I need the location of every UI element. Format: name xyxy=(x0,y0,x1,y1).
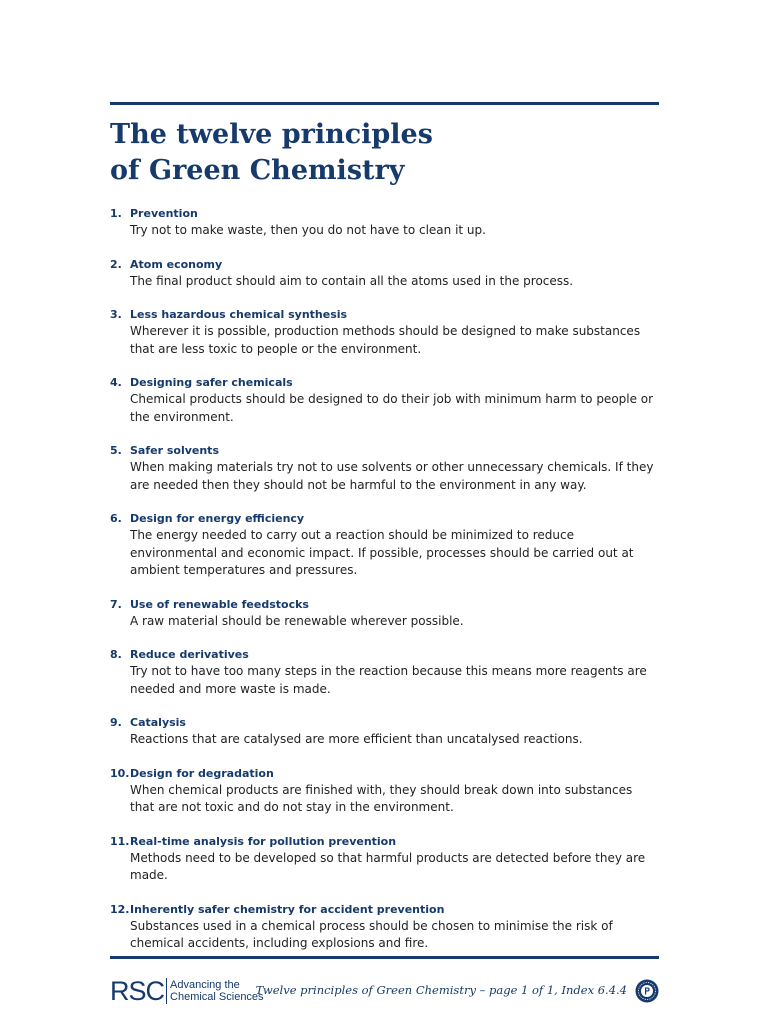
principle-description: Try not to make waste, then you do not have to clean it up. xyxy=(130,223,486,237)
rsc-logo-text: RSC xyxy=(110,976,165,1006)
principle-number: 1. xyxy=(110,207,122,220)
principle-number: 6. xyxy=(110,512,122,525)
principle-heading: Prevention xyxy=(130,207,198,220)
principle-description: Wherever it is possible, production methods should be designed to make substances that are less toxic to people or the environment. xyxy=(130,324,641,356)
principle-heading: Inherently safer chemistry for accident prevention xyxy=(130,902,445,916)
principle-description: The energy needed to carry out a reaction should be minimized to reduce environmental and economic impact. If possible, processes should be carried out at ambient temperatures and pressures. xyxy=(130,528,634,577)
principle-description: Substances used in a chemical process should be chosen to minimise the risk of chemical accidents, including explosions and fire. xyxy=(130,918,613,950)
top-rule xyxy=(110,102,659,105)
principle-number: 3. xyxy=(110,308,122,321)
principle-number: 12. xyxy=(110,902,130,916)
rsc-tagline-line-2: Chemical Sciences xyxy=(170,991,264,1003)
principle-item xyxy=(110,510,659,580)
principle-number: 8. xyxy=(110,648,122,661)
principle-item xyxy=(110,596,659,631)
principle-heading: Catalysis xyxy=(130,716,186,729)
principle-item xyxy=(110,256,659,291)
principle-number: 4. xyxy=(110,376,122,389)
footer-page-info: Twelve principles of Green Chemistry – page 1 of 1, Index 6.4.4 xyxy=(255,983,627,997)
principle-item xyxy=(110,205,659,240)
footer xyxy=(110,975,659,1007)
principle-number: 9. xyxy=(110,716,122,729)
principle-description: The final product should aim to contain all the atoms used in the process. xyxy=(130,273,574,288)
principle-description: When chemical products are finished with, they should break down into substances that are not toxic and do not stay in the environment. xyxy=(130,782,633,814)
principle-heading: Design for energy efficiency xyxy=(130,512,305,525)
principle-item xyxy=(110,374,659,426)
principle-heading: Atom economy xyxy=(130,257,223,271)
rsc-logo xyxy=(110,975,264,1007)
principle-heading: Designing safer chemicals xyxy=(130,376,293,389)
principle-heading: Design for degradation xyxy=(130,766,274,780)
principle-item xyxy=(110,714,659,749)
principle-heading: Real-time analysis for pollution prevention xyxy=(130,834,397,848)
principle-item xyxy=(110,901,659,953)
principle-number: 10. xyxy=(110,766,130,780)
principle-heading: Safer solvents xyxy=(130,444,219,457)
principle-description: Try not to have too many steps in the reaction because this means more reagents are needed and more waste is made. xyxy=(130,664,647,696)
principle-number: 5. xyxy=(110,444,122,457)
bottom-rule xyxy=(110,956,659,959)
principle-description: Chemical products should be designed to do their job with minimum harm to people or the environment. xyxy=(130,392,654,424)
principle-heading: Less hazardous chemical synthesis xyxy=(130,308,348,321)
principle-description: When making materials try not to use solvents or other unnecessary chemicals. If they are needed then they should not be harmful to the environment in any way. xyxy=(130,460,654,492)
principle-number: 11. xyxy=(110,834,130,848)
principle-item xyxy=(110,765,659,817)
principle-description: Methods need to be developed so that harmful products are detected before they are made. xyxy=(130,850,646,882)
rsc-logo-divider xyxy=(166,978,167,1004)
principle-number: 7. xyxy=(110,597,122,611)
principle-number: 2. xyxy=(110,257,122,271)
principle-item xyxy=(110,833,659,885)
title-line-2: of Green Chemistry xyxy=(110,155,405,186)
page-title xyxy=(110,117,659,189)
principle-item xyxy=(110,442,659,494)
principle-item xyxy=(110,646,659,698)
principle-heading: Use of renewable feedstocks xyxy=(130,597,309,611)
principle-description: Reactions that are catalysed are more efficient than uncatalysed reactions. xyxy=(130,732,583,746)
photocopiable-badge-icon xyxy=(635,979,659,1003)
principle-heading: Reduce derivatives xyxy=(130,648,249,661)
principles-list xyxy=(110,205,659,953)
principle-item xyxy=(110,306,659,358)
title-line-1: The twelve principles xyxy=(110,119,433,150)
rsc-logo-tagline xyxy=(170,979,264,1003)
principle-description: A raw material should be renewable wherever possible. xyxy=(130,613,464,628)
rsc-tagline-line-1: Advancing the xyxy=(170,979,240,991)
